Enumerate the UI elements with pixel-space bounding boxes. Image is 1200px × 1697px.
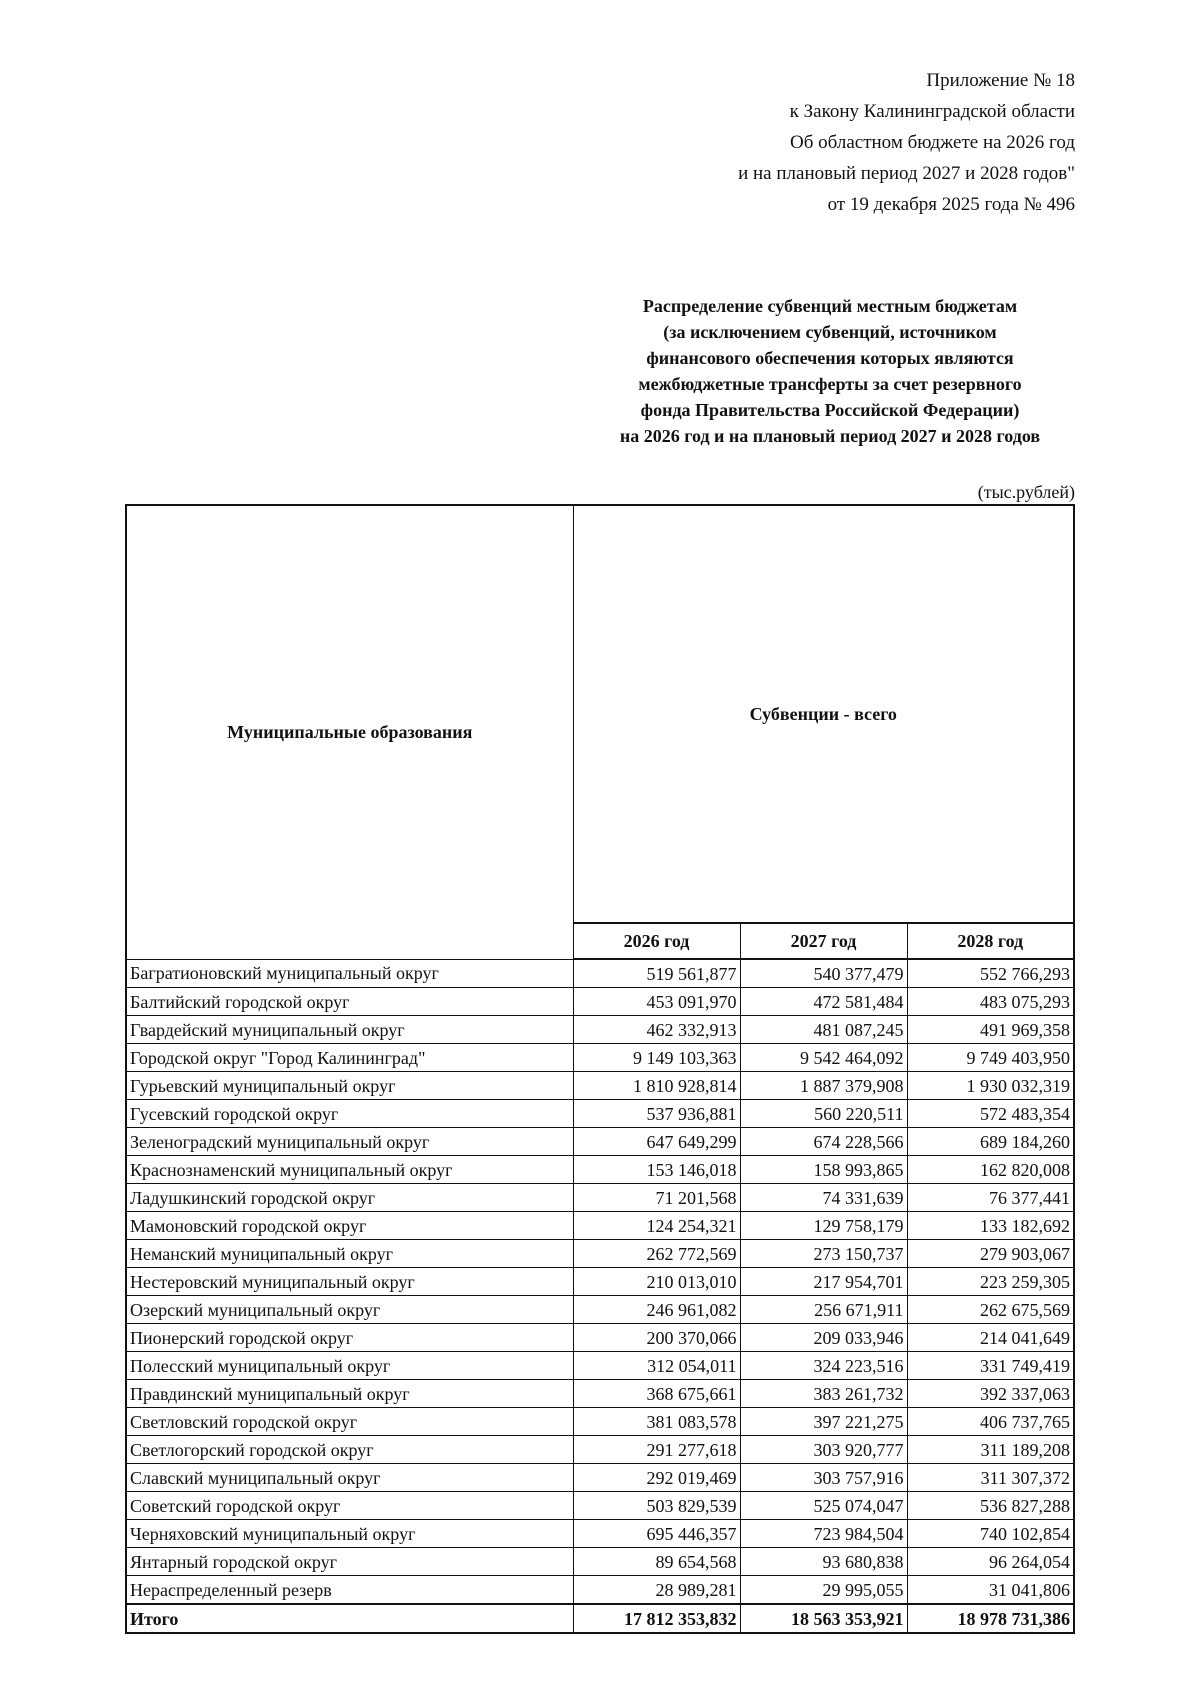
value-2027: 383 261,732 <box>740 1380 907 1408</box>
value-2028: 536 827,288 <box>907 1492 1074 1520</box>
header-year-2026: 2026 год <box>573 923 740 959</box>
document-title <box>570 293 1090 423</box>
value-2027: 397 221,275 <box>740 1408 907 1436</box>
table-row <box>126 1548 1074 1576</box>
value-2027: 93 680,838 <box>740 1548 907 1576</box>
value-2028: 31 041,806 <box>907 1576 1074 1605</box>
header-year-2027: 2027 год <box>740 923 907 959</box>
value-2027: 324 223,516 <box>740 1352 907 1380</box>
value-2028: 223 259,305 <box>907 1268 1074 1296</box>
value-2028: 406 737,765 <box>907 1408 1074 1436</box>
value-2026: 89 654,568 <box>573 1548 740 1576</box>
value-2028: 740 102,854 <box>907 1520 1074 1548</box>
municipality-name: Ладушкинский городской округ <box>126 1184 573 1212</box>
table-row <box>126 1072 1074 1100</box>
value-2026: 292 019,469 <box>573 1464 740 1492</box>
value-2026: 124 254,321 <box>573 1212 740 1240</box>
municipality-name: Янтарный городской округ <box>126 1548 573 1576</box>
title-line: межбюджетные трансферты за счет резервного <box>638 374 1022 394</box>
value-2027: 209 033,946 <box>740 1324 907 1352</box>
value-2026: 71 201,568 <box>573 1184 740 1212</box>
value-2028: 76 377,441 <box>907 1184 1074 1212</box>
table-row <box>126 988 1074 1016</box>
document-title-period: на 2026 год и на плановый период 2027 и 2028 годов <box>619 426 1041 446</box>
value-2028: 689 184,260 <box>907 1128 1074 1156</box>
table-row <box>126 1576 1074 1605</box>
value-2027: 472 581,484 <box>740 988 907 1016</box>
value-2026: 312 054,011 <box>573 1352 740 1380</box>
table-row <box>126 1492 1074 1520</box>
value-2028: 392 337,063 <box>907 1380 1074 1408</box>
value-2027: 217 954,701 <box>740 1268 907 1296</box>
table-row <box>126 1156 1074 1184</box>
value-2026: 262 772,569 <box>573 1240 740 1268</box>
value-2027: 256 671,911 <box>740 1296 907 1324</box>
table-row <box>126 1240 1074 1268</box>
table-row <box>126 1044 1074 1072</box>
table-row <box>126 1100 1074 1128</box>
value-2026: 519 561,877 <box>573 959 740 988</box>
value-2026: 291 277,618 <box>573 1436 740 1464</box>
municipality-name: Правдинский муниципальный округ <box>126 1380 573 1408</box>
value-2026: 9 149 103,363 <box>573 1044 740 1072</box>
municipality-name: Мамоновский городской округ <box>126 1212 573 1240</box>
title-line: (за исключением субвенций, источником <box>663 322 997 342</box>
value-2028: 214 041,649 <box>907 1324 1074 1352</box>
value-2026: 153 146,018 <box>573 1156 740 1184</box>
units-label: (тыс.рублей) <box>977 482 1075 502</box>
table-row <box>126 1520 1074 1548</box>
table-row <box>126 1436 1074 1464</box>
value-2027: 303 920,777 <box>740 1436 907 1464</box>
value-2026: 210 013,010 <box>573 1268 740 1296</box>
table-row <box>126 1296 1074 1324</box>
value-2027: 303 757,916 <box>740 1464 907 1492</box>
value-2027: 540 377,479 <box>740 959 907 988</box>
value-2027: 129 758,179 <box>740 1212 907 1240</box>
value-2028: 331 749,419 <box>907 1352 1074 1380</box>
value-2028: 1 930 032,319 <box>907 1072 1074 1100</box>
value-2026: 503 829,539 <box>573 1492 740 1520</box>
attachment-line: Об областном бюджете на 2026 год <box>790 132 1075 153</box>
municipality-name: Гурьевский муниципальный округ <box>126 1072 573 1100</box>
total-2027: 18 563 353,921 <box>740 1604 907 1633</box>
table-body <box>126 959 1074 1633</box>
municipality-name: Нераспределенный резерв <box>126 1576 573 1605</box>
value-2026: 28 989,281 <box>573 1576 740 1605</box>
attachment-block <box>738 65 1075 220</box>
value-2026: 453 091,970 <box>573 988 740 1016</box>
header-municipalities: Муниципальные образования <box>126 505 573 959</box>
value-2027: 481 087,245 <box>740 1016 907 1044</box>
value-2027: 273 150,737 <box>740 1240 907 1268</box>
table-row <box>126 1268 1074 1296</box>
table-row <box>126 1324 1074 1352</box>
municipality-name: Балтийский городской округ <box>126 988 573 1016</box>
value-2026: 695 446,357 <box>573 1520 740 1548</box>
municipality-name: Гусевский городской округ <box>126 1100 573 1128</box>
value-2027: 525 074,047 <box>740 1492 907 1520</box>
value-2027: 674 228,566 <box>740 1128 907 1156</box>
total-2028: 18 978 731,386 <box>907 1604 1074 1633</box>
value-2026: 647 649,299 <box>573 1128 740 1156</box>
value-2028: 552 766,293 <box>907 959 1074 988</box>
value-2027: 9 542 464,092 <box>740 1044 907 1072</box>
value-2028: 9 749 403,950 <box>907 1044 1074 1072</box>
municipality-name: Славский муниципальный округ <box>126 1464 573 1492</box>
value-2026: 537 936,881 <box>573 1100 740 1128</box>
attachment-line: Приложение № 18 <box>926 70 1075 91</box>
municipality-name: Советский городской округ <box>126 1492 573 1520</box>
value-2026: 381 083,578 <box>573 1408 740 1436</box>
municipality-name: Краснознаменский муниципальный округ <box>126 1156 573 1184</box>
municipality-name: Пионерский городской округ <box>126 1324 573 1352</box>
municipality-name: Гвардейский муниципальный округ <box>126 1016 573 1044</box>
table-row <box>126 1128 1074 1156</box>
total-row <box>126 1604 1074 1633</box>
value-2028: 162 820,008 <box>907 1156 1074 1184</box>
value-2027: 560 220,511 <box>740 1100 907 1128</box>
value-2027: 1 887 379,908 <box>740 1072 907 1100</box>
municipality-name: Нестеровский муниципальный округ <box>126 1268 573 1296</box>
value-2028: 572 483,354 <box>907 1100 1074 1128</box>
municipality-name: Озерский муниципальный округ <box>126 1296 573 1324</box>
value-2027: 158 993,865 <box>740 1156 907 1184</box>
value-2026: 246 961,082 <box>573 1296 740 1324</box>
title-line: Распределение субвенций местным бюджетам <box>642 296 1018 316</box>
municipality-name: Неманский муниципальный округ <box>126 1240 573 1268</box>
total-label: Итого <box>126 1604 573 1633</box>
table-row <box>126 1212 1074 1240</box>
value-2028: 311 307,372 <box>907 1464 1074 1492</box>
value-2028: 311 189,208 <box>907 1436 1074 1464</box>
attachment-line: и на плановый период 2027 и 2028 годов" <box>738 163 1075 184</box>
value-2028: 262 675,569 <box>907 1296 1074 1324</box>
table-row <box>126 1016 1074 1044</box>
municipality-name: Городской округ "Город Калининград" <box>126 1044 573 1072</box>
municipality-name: Багратионовский муниципальный округ <box>126 959 573 988</box>
table-row <box>126 1352 1074 1380</box>
value-2026: 368 675,661 <box>573 1380 740 1408</box>
header-year-2028: 2028 год <box>907 923 1074 959</box>
municipality-name: Светлогорский городской округ <box>126 1436 573 1464</box>
value-2027: 723 984,504 <box>740 1520 907 1548</box>
table-row <box>126 1408 1074 1436</box>
value-2027: 29 995,055 <box>740 1576 907 1605</box>
table-row <box>126 1464 1074 1492</box>
table-row <box>126 959 1074 988</box>
municipality-name: Зеленоградский муниципальный округ <box>126 1128 573 1156</box>
table-row <box>126 1184 1074 1212</box>
municipality-name: Черняховский муниципальный округ <box>126 1520 573 1548</box>
municipality-name: Полесский муниципальный округ <box>126 1352 573 1380</box>
attachment-line: от 19 декабря 2025 года № 496 <box>827 194 1075 215</box>
total-2026: 17 812 353,832 <box>573 1604 740 1633</box>
value-2028: 133 182,692 <box>907 1212 1074 1240</box>
value-2028: 483 075,293 <box>907 988 1074 1016</box>
value-2027: 74 331,639 <box>740 1184 907 1212</box>
title-line: фонда Правительства Российской Федерации) <box>640 400 1020 420</box>
value-2026: 462 332,913 <box>573 1016 740 1044</box>
value-2028: 279 903,067 <box>907 1240 1074 1268</box>
header-subventions-total: Субвенции - всего <box>573 505 1074 923</box>
value-2028: 96 264,054 <box>907 1548 1074 1576</box>
title-line: финансового обеспечения которых являются <box>646 348 1014 368</box>
subventions-table <box>125 504 1075 1634</box>
municipality-name: Светловский городской округ <box>126 1408 573 1436</box>
value-2026: 1 810 928,814 <box>573 1072 740 1100</box>
attachment-line: к Закону Калининградской области <box>789 101 1075 122</box>
table-row <box>126 1380 1074 1408</box>
value-2026: 200 370,066 <box>573 1324 740 1352</box>
value-2028: 491 969,358 <box>907 1016 1074 1044</box>
